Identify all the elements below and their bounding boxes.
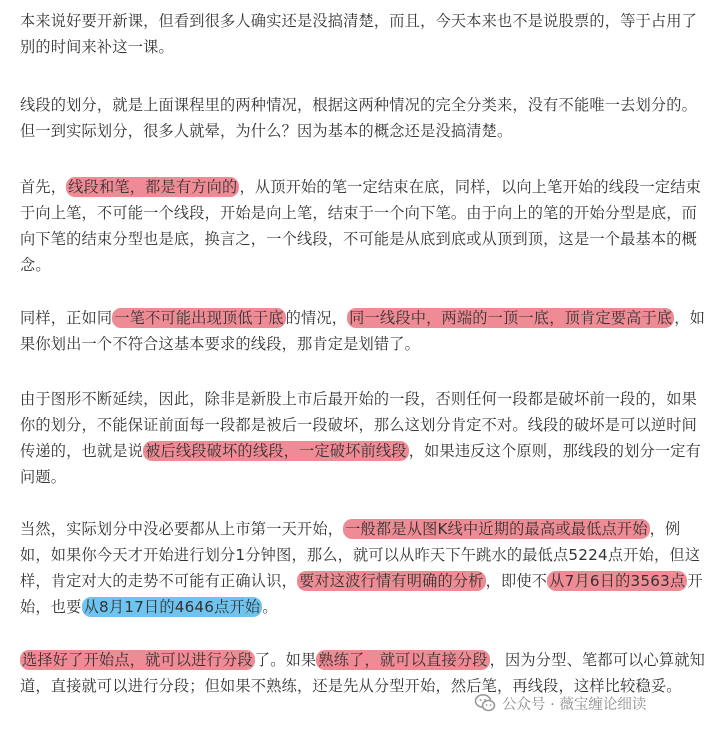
highlight: 线段和笔，都是有方向的 [68,178,238,196]
highlight: 同一线段中，两端的一顶一底，顶肯定要高于底 [349,309,673,327]
highlight: 选择好了开始点，就可以进行分段 [22,651,253,669]
watermark-text: 公众号 · 薇宝缠论细读 [502,696,647,713]
text: 线段的划分，就是上面课程里的两种情况，根据这两种情况的完全分类来，没有不能唯一去划分的。但一到实际划分，很多人就晕，为什么？因为基本的概念还是没搞清楚。 [20,96,698,140]
text: ，例如，如果你今天才开始进行划分1分钟图，那么，就可以从昨天下午跳水的最低点5224点开始，但这样，肯定对大的走势不可能有正确认识， [20,520,701,590]
paragraph-4 [20,305,708,357]
wechat-icon [474,692,496,714]
text: 开始，也要 [20,572,703,616]
paragraph-6 [20,516,708,620]
text: ，如果你划出一个不符合这基本要求的线段，那肯定是划错了。 [20,309,706,353]
paragraph-1 [20,8,708,60]
highlight: 一般都是从图K线中近期的最高或最低点开始 [345,520,648,538]
paragraph-2 [20,92,708,144]
text: ，即使不 [485,572,548,590]
watermark [474,690,646,716]
highlight-blue: 从8月17日的4646点开始 [83,598,261,616]
highlight: 一笔不可能出现顶低于底 [114,309,284,327]
paragraph-5 [20,386,708,490]
text: 同样，正如同 [20,309,113,327]
text: ，从顶开始的笔一定结束在底，同样，以向上笔开始的线段一定结束于向上笔，不可能一个线段，开始是向上笔，结束于一个向下笔。由于向上的笔的开始分型是底，而向下笔的结束分型也是底，换言之，一个线段，不可能是从底到底或从顶到顶，这是一个最基本的概念。 [20,178,702,274]
text: 首先， [20,178,67,196]
text: 的情况， [285,309,348,327]
paragraph-3 [20,174,708,278]
text: 由于图形不断延续，因此，除非是新股上市后最开始的一段，否则任何一段都是破坏前一段的，如果你的划分，不能保证前面每一段都是被后一段破坏，那么这划分肯定不对。线段的破坏是可以逆时间传递的，也就是说 [20,390,698,460]
text: 本来说好要开新课，但看到很多人确实还是没搞清楚，而且，今天本来也不是说股票的，等于占用了别的时间来补这一课。 [20,12,698,56]
text: 。 [262,598,278,616]
highlight: 被后线段破坏的线段，一定破坏前线段 [145,442,407,460]
highlight: 从7月6日的3563点 [549,572,686,590]
highlight: 要对这波行情有明确的分析 [298,572,484,590]
text: 当然，实际划分中没必要都从上市第一天开始， [20,520,344,538]
text: ，因为分型、笔都可以心算就知道，直接就可以进行分段；但如果不熟练，还是先从分型开始，然后笔，再线段，这样比较稳妥。 [20,651,706,695]
text: 了。如果 [254,651,317,669]
highlight: 熟练了，就可以直接分段 [318,651,488,669]
text: ，如果违反这个原则，那线段的划分一定有问题。 [20,442,702,486]
